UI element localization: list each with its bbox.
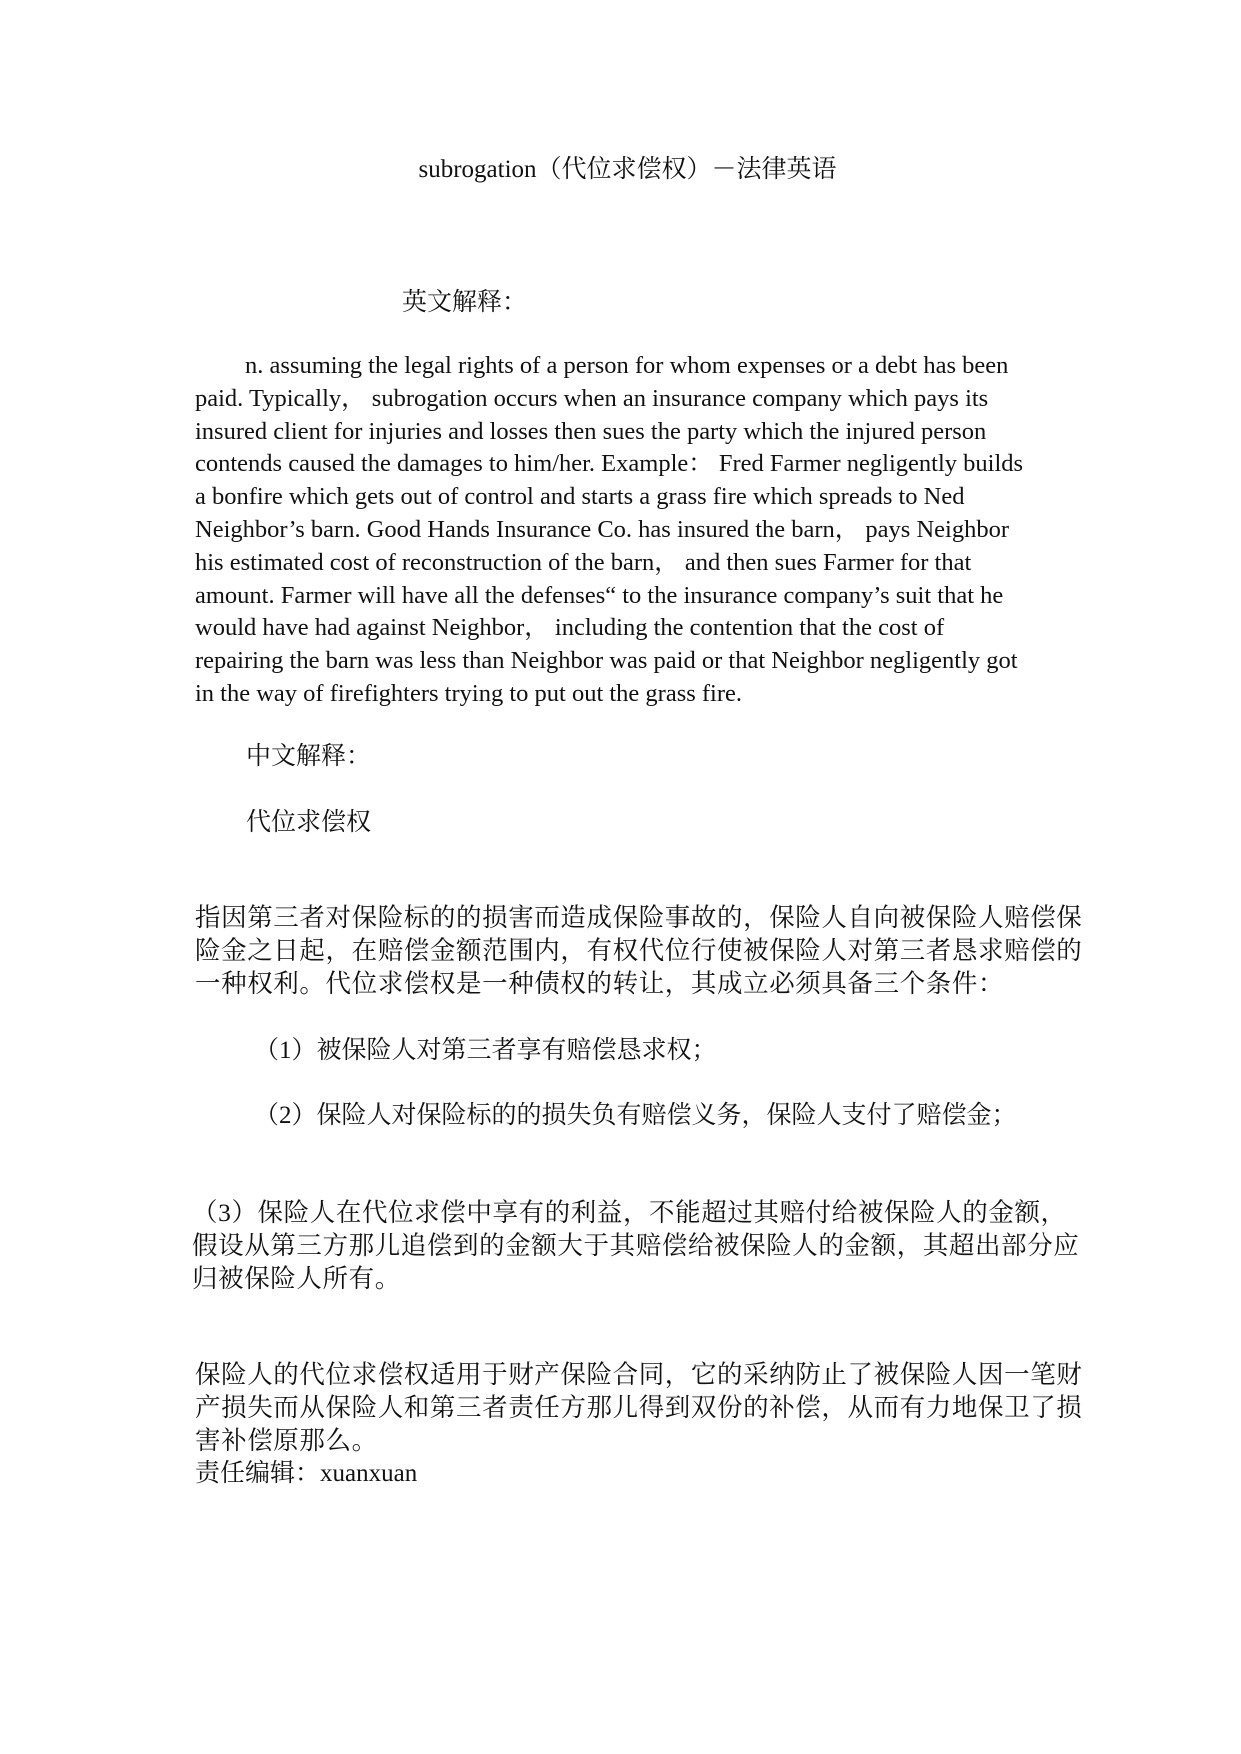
- paragraph-line: 一种权利。代位求偿权是一种债权的转让，其成立必须具备三个条件：: [195, 969, 1005, 998]
- paragraph-line: 害补偿原那么。: [195, 1426, 378, 1455]
- paragraph-line: 指因第三者对保险标的的损害而造成保险事故的，保险人自向被保险人赔偿保: [195, 903, 1083, 932]
- document-title: subrogation（代位求偿权）－法律英语: [418, 156, 837, 183]
- paragraph-line: his estimated cost of reconstruction of the barn， and then sues Farmer for that: [195, 548, 972, 576]
- paragraph-line: insured client for injuries and losses then sues the party which the injured person: [195, 417, 987, 445]
- paragraph-line: paid. Typically， subrogation occurs when an insurance company which pays its: [195, 384, 989, 412]
- paragraph-line: repairing the barn was less than Neighbor was paid or that Neighbor negligently got: [195, 647, 1018, 675]
- chinese-explanation-heading: 中文解释：: [246, 743, 372, 770]
- definition-paragraph: [195, 901, 1083, 1000]
- paragraph-line: amount. Farmer will have all the defenses“ to the insurance company’s suit that he: [195, 581, 1004, 609]
- paragraph-line: would have had against Neighbor， including the contention that the cost of: [195, 614, 945, 642]
- english-explanation-heading: 英文解释：: [402, 289, 528, 316]
- paragraph-line: 险金之日起，在赔偿金额范围内，有权代位行使被保险人对第三者恳求赔偿的: [195, 936, 1083, 965]
- condition-2: （2）保险人对保险标的的损失负有赔偿义务，保险人支付了赔偿金；: [254, 1102, 1017, 1129]
- paragraph-line: 归被保险人所有。: [192, 1264, 401, 1293]
- english-explanation-paragraph: [195, 350, 1055, 711]
- paragraph-line: 产损失而从保险人和第三者责任方那儿得到双份的补偿，从而有力地保卫了损: [195, 1393, 1083, 1422]
- paragraph-line: （3）保险人在代位求偿中享有的利益，不能超过其赔付给被保险人的金额，: [192, 1198, 1067, 1227]
- application-paragraph: [195, 1358, 1083, 1457]
- paragraph-line: Neighbor’s barn. Good Hands Insurance Co. has insured the barn， pays Neighbor: [195, 515, 1009, 543]
- paragraph-line: 保险人的代位求偿权适用于财产保险合同，它的采纳防止了被保险人因一笔财: [195, 1360, 1083, 1389]
- paragraph-line: 假设从第三方那儿追偿到的金额大于其赔偿给被保险人的金额，其超出部分应: [192, 1231, 1080, 1260]
- editor-credit: 责任编辑：xuanxuan: [195, 1460, 418, 1487]
- chinese-term: 代位求偿权: [246, 809, 372, 836]
- condition-3: [192, 1196, 1080, 1295]
- paragraph-line: n. assuming the legal rights of a person for whom expenses or a debt has been: [245, 352, 1009, 379]
- condition-1: （1）被保险人对第三者享有赔偿恳求权；: [254, 1037, 717, 1064]
- paragraph-line: contends caused the damages to him/her. Example： Fred Farmer negligently builds: [195, 450, 1024, 478]
- paragraph-line: in the way of firefighters trying to put out the grass fire.: [195, 679, 743, 707]
- paragraph-line: a bonfire which gets out of control and starts a grass fire which spreads to Ned: [195, 483, 965, 511]
